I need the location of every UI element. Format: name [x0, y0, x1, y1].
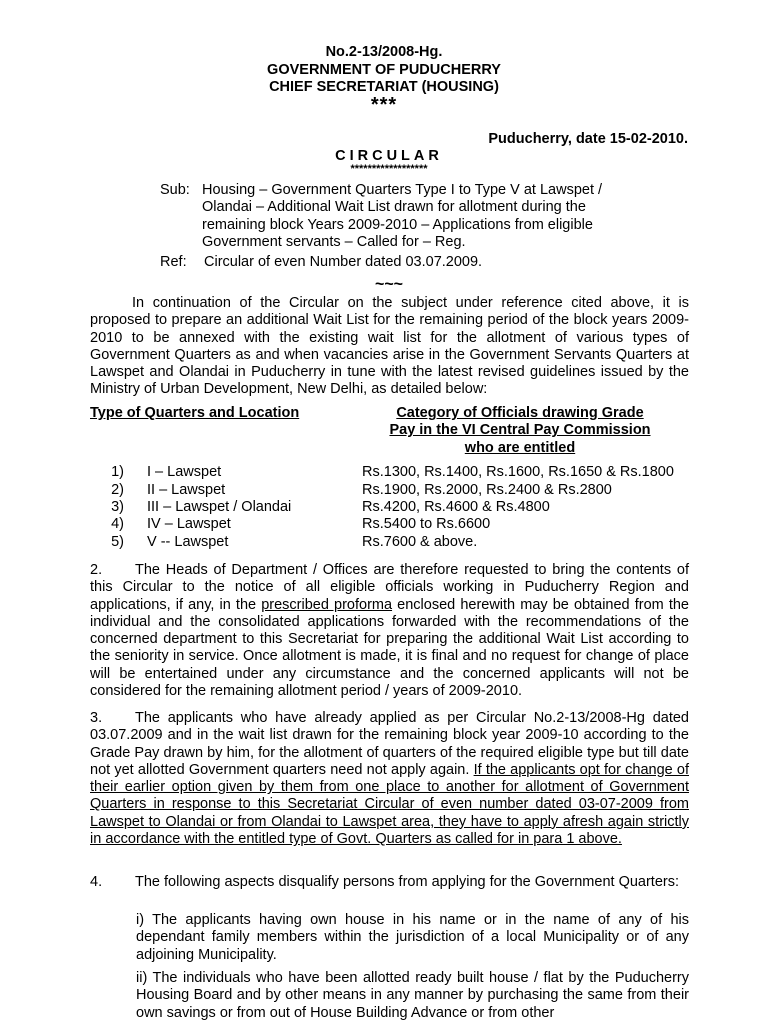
table-row [0, 516, 768, 533]
table-row [0, 482, 768, 499]
paragraph-2-number: 2. [90, 562, 103, 578]
row-number: 2) [111, 482, 124, 498]
paragraph-4-number: 4. [90, 874, 103, 890]
table-header-type: Type of Quarters and Location [90, 405, 300, 421]
prescribed-proforma-text: prescribed proforma [261, 596, 393, 613]
row-number: 1) [111, 464, 124, 480]
reference-text: Circular of even Number dated 03.07.2009. [204, 254, 483, 270]
disqualification-item-1: i) The applicants having own house in his name or in the name of any of his dependant family members within the jurisdiction of a local Municipality or of any adjoining Municipality. [136, 912, 689, 963]
row-grade-pay: Rs.1900, Rs.2000, Rs.2400 & Rs.2800 [362, 482, 612, 498]
table-header-category [350, 405, 690, 457]
row-location: III – Lawspet / Olandai [147, 499, 292, 515]
paragraph-2-text-a: The Heads of Department / Offices are therefore requested to bring the contents of this Circular to the notice of all eligible officials working in Puducherry Region and applications, if any, in the [90, 562, 689, 613]
row-grade-pay: Rs.1300, Rs.1400, Rs.1600, Rs.1650 & Rs.1800 [362, 464, 674, 480]
paragraph-3-underlined: If the applicants opt for change of their earlier option given by them from one place to another for allotment of Government Quarters in response to this Secretariat Circular of even number dated 03-07-2009 from Lawspet to Olandai or from Olandai to Lawspet area, they have to apply afresh again strictly in accordance with the entitled type of Govt. Quarters as called for in para 1 above. [90, 761, 689, 848]
separator-tilde: ~~~ [374, 276, 404, 293]
row-location: V -- Lawspet [147, 534, 229, 550]
row-number: 4) [111, 516, 124, 532]
letterhead [0, 44, 768, 114]
paragraph-1 [90, 295, 689, 399]
paragraph-3-text-a: The applicants who have already applied as per Circular No.2-13/2008-Hg dated 03.07.2009 and in the wait list drawn for the remaining block year 2009-10 according to the Grade Pay drawn by him, for the allotment of quarters of the required eligible type but till date not yet allotted Government quarters need not apply again. [90, 710, 689, 778]
paragraph-4 [90, 874, 689, 891]
date-line: Puducherry, date 15-02-2010. [488, 131, 688, 147]
table-header-category-line-3: who are entitled [464, 439, 576, 456]
row-location: II – Lawspet [147, 482, 226, 498]
disqualification-item-2: ii) The individuals who have been allotted ready built house / flat by the Puducherry Housing Board and by other means in any manner by purchasing the same from their own savings or from out of House Building Advance or from other [136, 970, 689, 1021]
table-row [0, 499, 768, 516]
paragraph-1-text: In continuation of the Circular on the subject under reference cited above, it is proposed to prepare an additional Wait List for the remaining period of the block years 2009-2010 to be annexed with the existing wait list for the allotment of various types of Government Quarters as and when vacancies arise in the Government Servants Quarters at Lawspet and Olandai in Puducherry in tune with the latest revised guidelines issued by the Ministry of Urban Development, New Delhi, as detailed below: [90, 295, 689, 398]
row-number: 3) [111, 499, 124, 515]
circular-title: CIRCULAR [335, 148, 443, 164]
paragraph-2 [90, 562, 689, 700]
table-header-category-line-1: Category of Officials drawing Grade [396, 405, 644, 421]
paragraph-3-number: 3. [90, 710, 103, 726]
header-stars: *** [370, 93, 398, 116]
paragraph-3 [90, 710, 689, 848]
row-grade-pay: Rs.5400 to Rs.6600 [362, 516, 491, 532]
table-header-category-line-2: Pay in the VI Central Pay Commission [389, 422, 651, 439]
file-number: No.2-13/2008-Hg. [325, 44, 443, 60]
table-row [0, 464, 768, 481]
reference-block [160, 254, 482, 271]
circular-stars: ****************** [350, 163, 428, 175]
subject-text: Housing – Government Quarters Type I to Type V at Lawspet / Olandai – Additional Wait List drawn for allotment during the remaining block Years 2009-2010 – Applications from eligible Government servants – Called for – Reg. [202, 182, 603, 250]
reference-label: Ref: [160, 254, 187, 270]
subject-label: Sub: [160, 182, 190, 198]
government-name: GOVERNMENT OF PUDUCHERRY [267, 61, 501, 78]
row-grade-pay: Rs.4200, Rs.4600 & Rs.4800 [362, 499, 550, 515]
paragraph-2-text-b: enclosed herewith may be obtained from the individual and the consolidated applications forwarded with the recommendations of the concerned department to this Secretariat for preparing the additional Wait List according to the seniority in service. Once allotment is made, it is final and no request for change of place will be entertained under any circumstance and the concerned applicants will not be considered for the remaining allotment period / years of 2009-2010. [90, 596, 689, 700]
office-name: CHIEF SECRETARIAT (HOUSING) [269, 79, 499, 95]
row-location: I – Lawspet [147, 464, 222, 480]
row-grade-pay: Rs.7600 & above. [362, 534, 478, 550]
paragraph-4-text: The following aspects disqualify persons from applying for the Government Quarters: [135, 874, 680, 890]
table-row [0, 534, 768, 551]
row-number: 5) [111, 534, 124, 550]
row-location: IV – Lawspet [147, 516, 231, 532]
